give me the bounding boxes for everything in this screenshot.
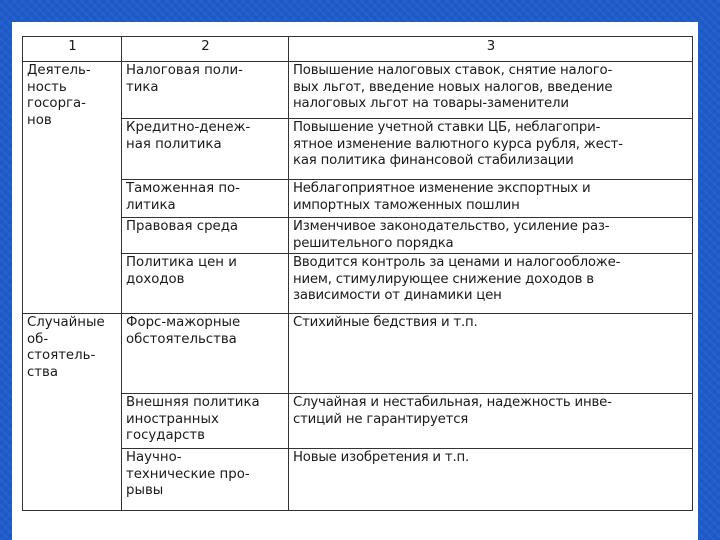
table-row bbox=[23, 119, 693, 180]
description-cell: Случайная и нестабильная, надежность инве- стиций не гарантируется bbox=[289, 394, 693, 449]
table-row bbox=[23, 62, 693, 119]
group-label-cell: Случайные об- стоятель- ства bbox=[23, 314, 122, 511]
factor-cell: Научно- технические про- рывы bbox=[122, 449, 289, 511]
column-header: 3 bbox=[289, 37, 693, 62]
description-cell: Изменчивое законодательство, усиление раз- решительного порядка bbox=[289, 218, 693, 254]
table-row bbox=[23, 394, 693, 449]
table-row bbox=[23, 218, 693, 254]
table-header-row bbox=[23, 37, 693, 62]
factor-cell: Форс-мажорные обстоятельства bbox=[122, 314, 289, 394]
factor-cell: Правовая среда bbox=[122, 218, 289, 254]
factor-cell: Внешняя политика иностранных государств bbox=[122, 394, 289, 449]
table-row bbox=[23, 314, 693, 394]
description-cell: Вводится контроль за ценами и налогообложе- нием, стимулирующее снижение доходов в зависимости от динамики цен bbox=[289, 254, 693, 314]
factor-cell: Налоговая поли- тика bbox=[122, 62, 289, 119]
description-cell: Повышение налоговых ставок, снятие налого- вых льгот, введение новых налогов, введение налоговых льгот на товары-заменители bbox=[289, 62, 693, 119]
factor-cell: Политика цен и доходов bbox=[122, 254, 289, 314]
factor-cell: Кредитно-денеж- ная политика bbox=[122, 119, 289, 180]
table-row bbox=[23, 449, 693, 511]
risk-factors-table bbox=[22, 36, 693, 511]
description-cell: Повышение учетной ставки ЦБ, неблагопри- ятное изменение валютного курса рубля, жест- кая политика финансовой стабилизации bbox=[289, 119, 693, 180]
table-row bbox=[23, 180, 693, 218]
column-header: 1 bbox=[23, 37, 122, 62]
factor-cell: Таможенная по- литика bbox=[122, 180, 289, 218]
description-cell: Неблагоприятное изменение экспортных и импортных таможенных пошлин bbox=[289, 180, 693, 218]
table-row bbox=[23, 254, 693, 314]
group-label-cell: Деятель- ность госорга- нов bbox=[23, 62, 122, 314]
document-page bbox=[12, 22, 698, 540]
description-cell: Новые изобретения и т.п. bbox=[289, 449, 693, 511]
description-cell: Стихийные бедствия и т.п. bbox=[289, 314, 693, 394]
column-header: 2 bbox=[122, 37, 289, 62]
